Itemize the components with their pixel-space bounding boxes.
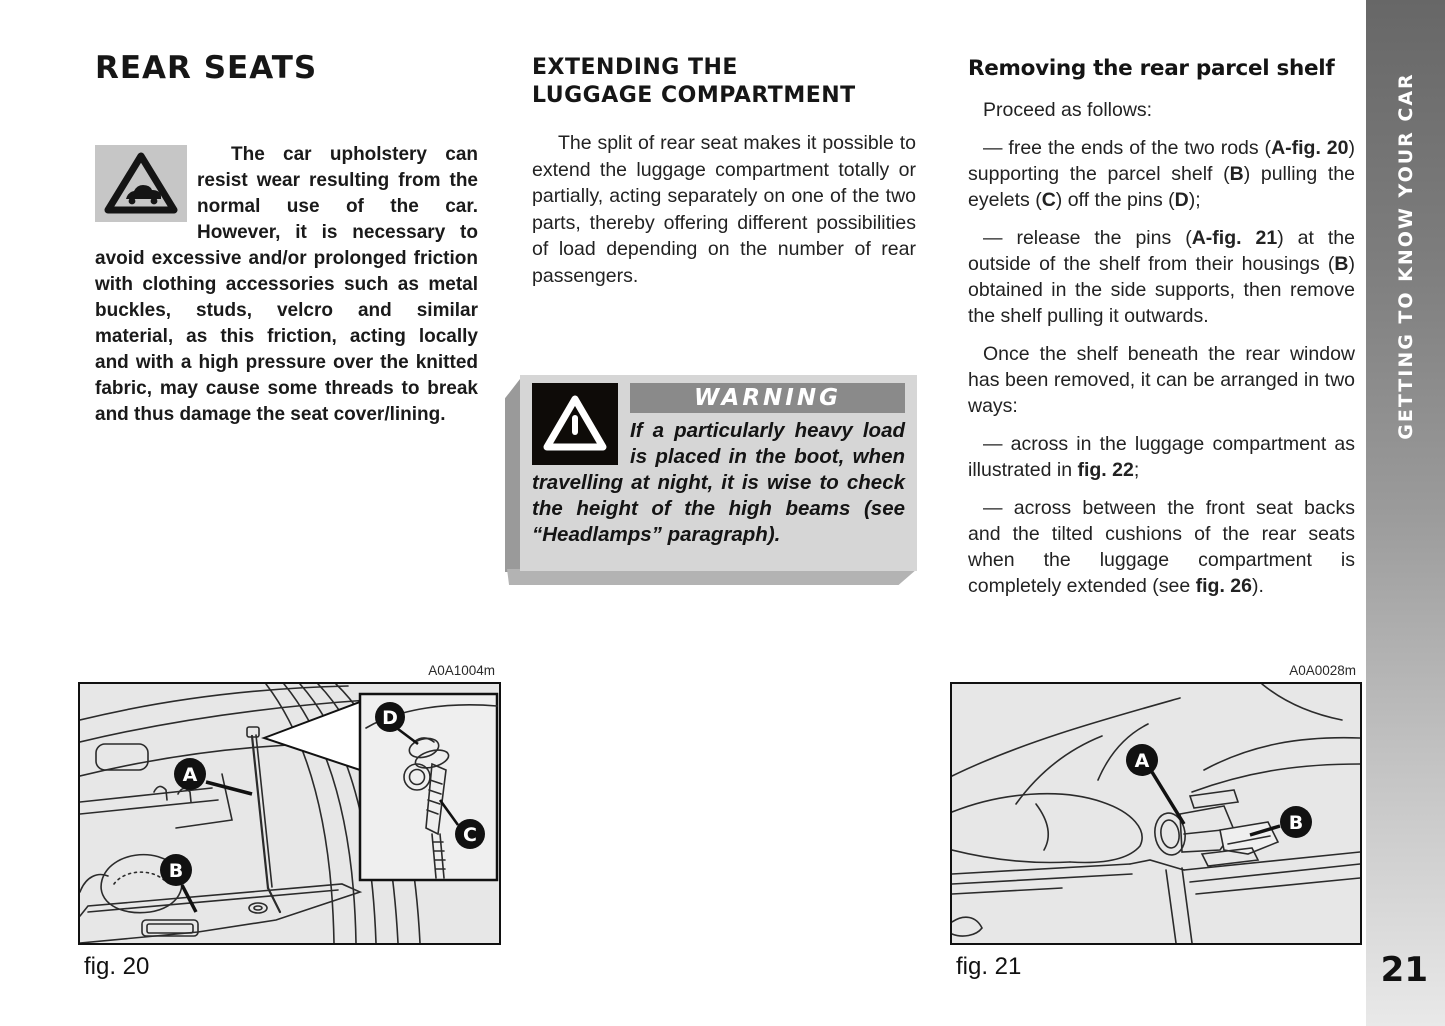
fig21-label-b: B [1288,812,1304,834]
shelf-arrangement-intro: Once the shelf beneath the rear window has been removed, it can be arranged in two ways: [968,343,1355,417]
fig20-label-b: B [168,860,184,882]
figure-21 [950,663,1362,980]
rear-seats-body-text: The car upholstery can resist wear resulting from the normal use of the car. However, it is necessary to avoid excessive and/or prolonged friction with clothing accessories such as metal buckles, studs, velcro and similar material, as this friction, acting locally and with a high pressure over the knitted fabric, may cause some threads to break and thus damage the seat cover/lining. [95,144,478,425]
left-column [95,50,478,428]
warning-header: WARNING [630,383,905,413]
right-column [968,56,1355,611]
section-title-vertical: GETTING TO KNOW YOUR CAR [1394,72,1417,440]
fig20-illustration [80,684,499,943]
figure-21-caption: fig. 21 [956,953,1022,980]
warning-triangle-icon [532,383,618,465]
arrangement-option-1: — across in the luggage compartment as illustrated in fig. 22; [968,433,1355,481]
arrangement-option-2: — across between the front seat backs and the tilted cushions of the rear seats when the luggage compartment is completely extended (see fig. 26). [968,497,1355,597]
section-heading [532,54,916,110]
fig20-label-a: A [182,764,198,786]
warning-box-bevel-left [505,379,520,572]
fig20-label-d: D [382,707,398,729]
warning-box [505,375,917,585]
section-heading-line1: EXTENDING THE [532,55,738,80]
fig20-label-c: C [463,824,477,846]
figure-20-caption: fig. 20 [84,953,150,980]
figure-21-frame [950,682,1362,945]
figure-21-code: A0A0028m [1289,663,1356,678]
section-sidebar [1366,0,1445,1026]
warning-box-main [520,375,917,571]
procedure-step-1: — free the ends of the two rods (A-fig. 20) supporting the parcel shelf (B) pulling the eyelets (C) off the pins (D); [968,137,1355,211]
warning-body-text: If a particularly heavy load is placed in the boot, when travelling at night, it is wise to check the height of the high beams (see “Headlamps” paragraph). [532,419,905,546]
subsection-heading: Removing the rear parcel shelf [968,56,1335,81]
rear-seats-warning-paragraph [95,142,478,428]
extending-luggage-body-text: The split of rear seat makes it possible to extend the luggage compartment totally or partially, acting separately on one of the two parts, thereby offering different possibilities of load depending on the number of rear passengers. [532,132,916,287]
warning-box-bevel-bottom [507,569,917,585]
procedure-step-2: — release the pins (A-fig. 21) at the outside of the shelf from their housings (B) obtained in the side supports, then remove the shelf pulling it outwards. [968,227,1355,327]
procedure-intro: Proceed as follows: [983,99,1153,121]
figure-20-code: A0A1004m [428,663,495,678]
section-heading-line2: LUGGAGE COMPARTMENT [532,83,856,108]
fig21-illustration [952,684,1360,943]
fig21-label-a: A [1134,750,1150,772]
car-warning-icon [95,145,187,222]
figure-20 [78,663,501,980]
figure-20-frame [78,682,501,945]
page-title: REAR SEATS [95,50,318,86]
page-number: 21 [1380,950,1428,990]
middle-column [532,54,916,289]
